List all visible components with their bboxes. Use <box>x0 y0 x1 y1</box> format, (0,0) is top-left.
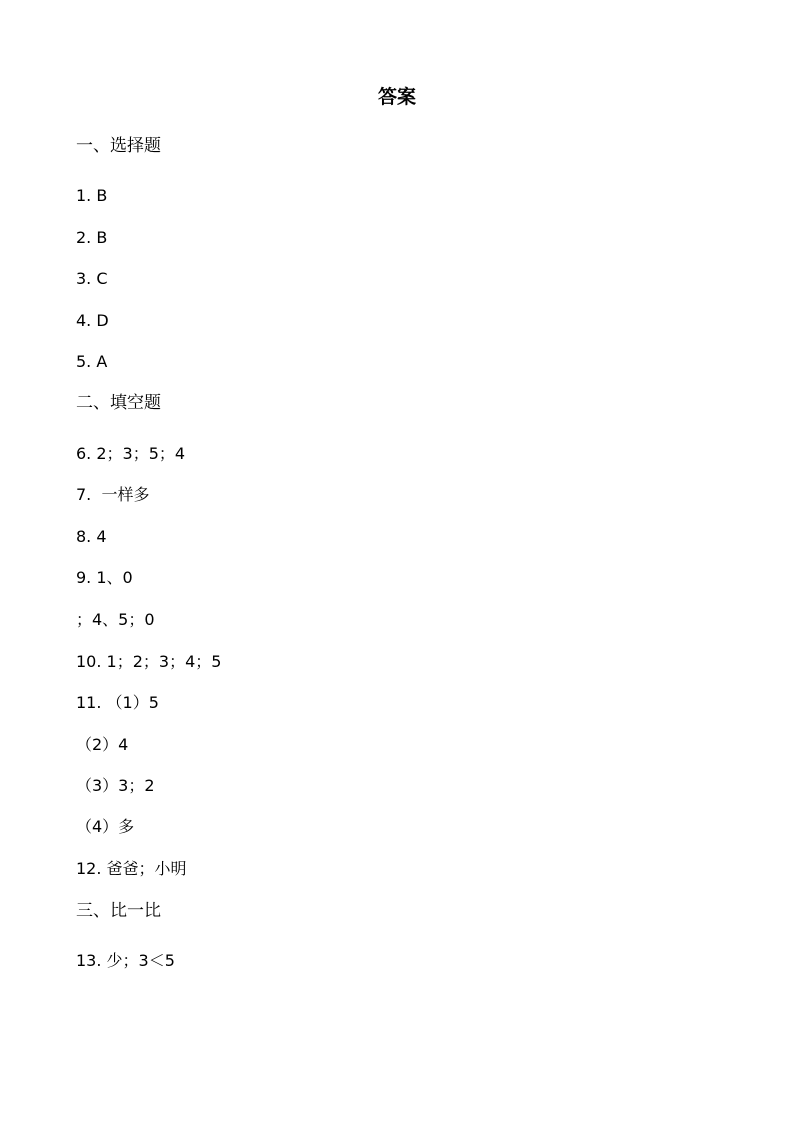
answer-line-5: 5. A <box>76 352 108 371</box>
answer-line-13: 13. 少；3＜5 <box>76 951 175 970</box>
section-heading-choice: 一、选择题 <box>76 136 161 156</box>
answer-line-11-part-2: （2）4 <box>76 735 129 754</box>
page-title: 答案 <box>377 86 416 108</box>
answer-line-7: 7. 一样多 <box>76 485 150 504</box>
answer-line-9: 9. 1、0 <box>76 568 133 587</box>
answer-line-10: 10. 1；2；3；4；5 <box>76 652 222 671</box>
answer-line-12: 12. 爸爸；小明 <box>76 859 187 878</box>
answer-line-3: 3. C <box>76 269 108 288</box>
answer-line-2: 2. B <box>76 228 108 247</box>
answer-line-1: 1. B <box>76 186 108 205</box>
section-heading-compare: 三、比一比 <box>76 901 161 921</box>
answer-line-11-part-4: （4）多 <box>76 817 135 836</box>
answer-line-11: 11. （1）5 <box>76 693 159 712</box>
answer-line-11-part-3: （3）3；2 <box>76 776 155 795</box>
answer-line-8: 8. 4 <box>76 527 107 546</box>
answer-line-9-continued: ；4、5；0 <box>76 610 155 629</box>
answer-line-4: 4. D <box>76 311 109 330</box>
section-heading-fill: 二、填空题 <box>76 393 161 413</box>
answer-line-6: 6. 2；3；5；4 <box>76 444 186 463</box>
